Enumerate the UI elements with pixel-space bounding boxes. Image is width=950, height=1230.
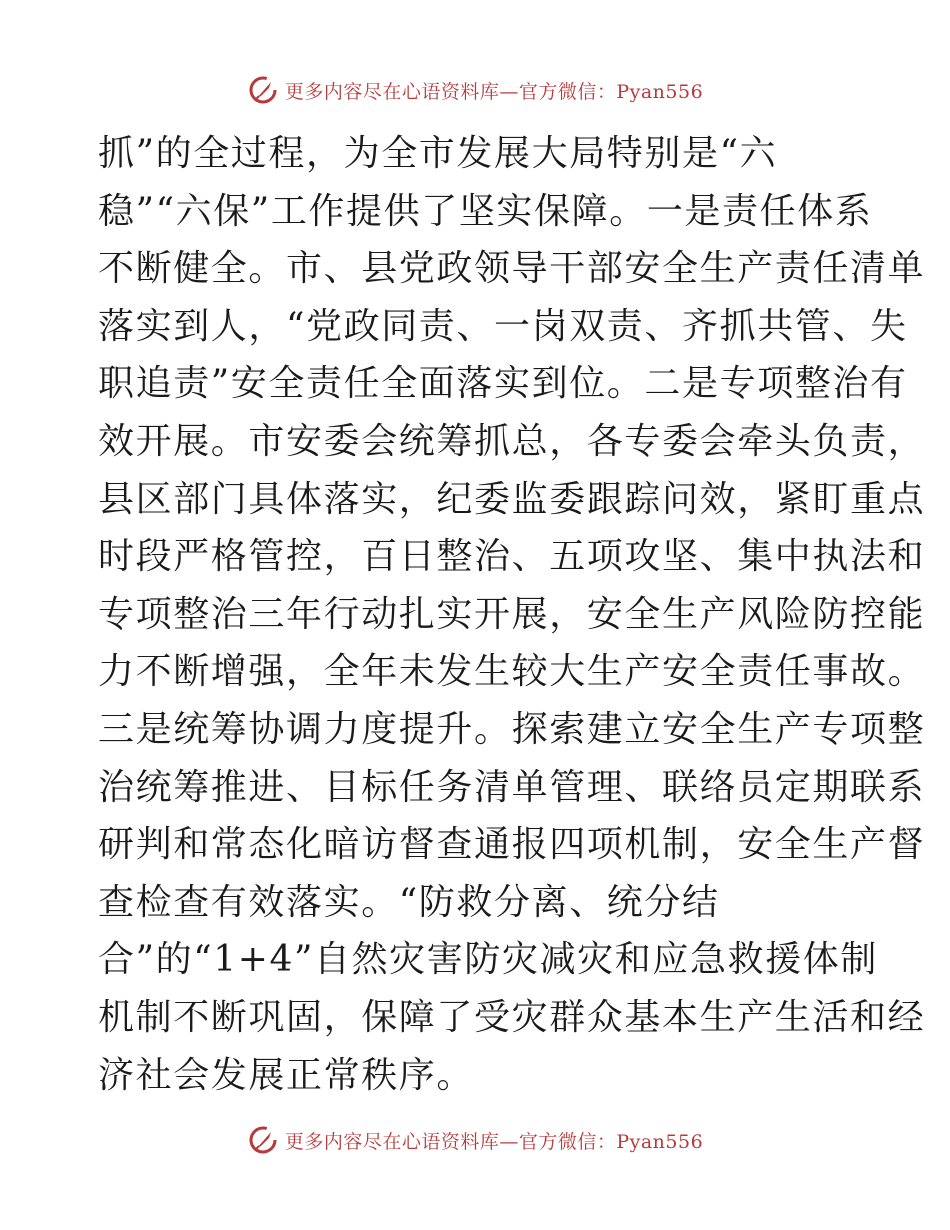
watermark-text: 更多内容尽在心语资料库—官方微信：Pyan556 — [284, 80, 704, 103]
text-line: 治统筹推进、目标任务清单管理、联络员定期联系 — [98, 766, 926, 808]
text-line: 济社会发展正常秩序。 — [98, 1054, 475, 1096]
text-line: 抓”的全过程，为全市发展大局特别是“六 — [98, 133, 778, 174]
quill-pen-logo — [247, 1124, 279, 1156]
text-line: 研判和常态化暗访督查通报四项机制，安全生产督 — [98, 824, 926, 866]
text-line: 专项整治三年行动扎实开展，安全生产风险防控能 — [98, 593, 926, 635]
text-line: 稳”“六保”工作提供了坚实保障。一是责任体系 — [98, 190, 873, 232]
text-line: 机制不断巩固，保障了受灾群众基本生产生活和经 — [98, 996, 926, 1038]
watermark-text: 更多内容尽在心语资料库—官方微信：Pyan556 — [284, 1130, 704, 1153]
text-line: 查检查有效落实。“防救分离、统分结 — [98, 881, 720, 923]
text-line: 三是统筹协调力度提升。探索建立安全生产专项整 — [98, 708, 926, 750]
text-line: 落实到人，“党政同责、一岗双责、齐抓共管、失 — [98, 305, 908, 347]
quill-pen-logo — [247, 74, 279, 106]
text-line: 效开展。市安委会统筹抓总，各专委会牵头负责， — [98, 420, 926, 462]
text-line: 职追责”安全责任全面落实到位。二是专项整治有 — [98, 363, 908, 405]
text-line: 合”的“1+4”自然灾害防灾减灾和应急救援体制 — [98, 939, 878, 981]
body-paragraph — [98, 125, 926, 1104]
text-line: 不断健全。市、县党政领导干部安全生产责任清单 — [98, 248, 926, 290]
footer-watermark — [0, 1122, 950, 1158]
text-line: 县区部门具体落实，纪委监委跟踪问效，紧盯重点 — [98, 478, 926, 520]
text-line: 时段严格管控，百日整治、五项攻坚、集中执法和 — [98, 536, 926, 578]
text-line: 力不断增强，全年未发生较大生产安全责任事故。 — [98, 651, 926, 693]
header-watermark — [0, 72, 950, 108]
